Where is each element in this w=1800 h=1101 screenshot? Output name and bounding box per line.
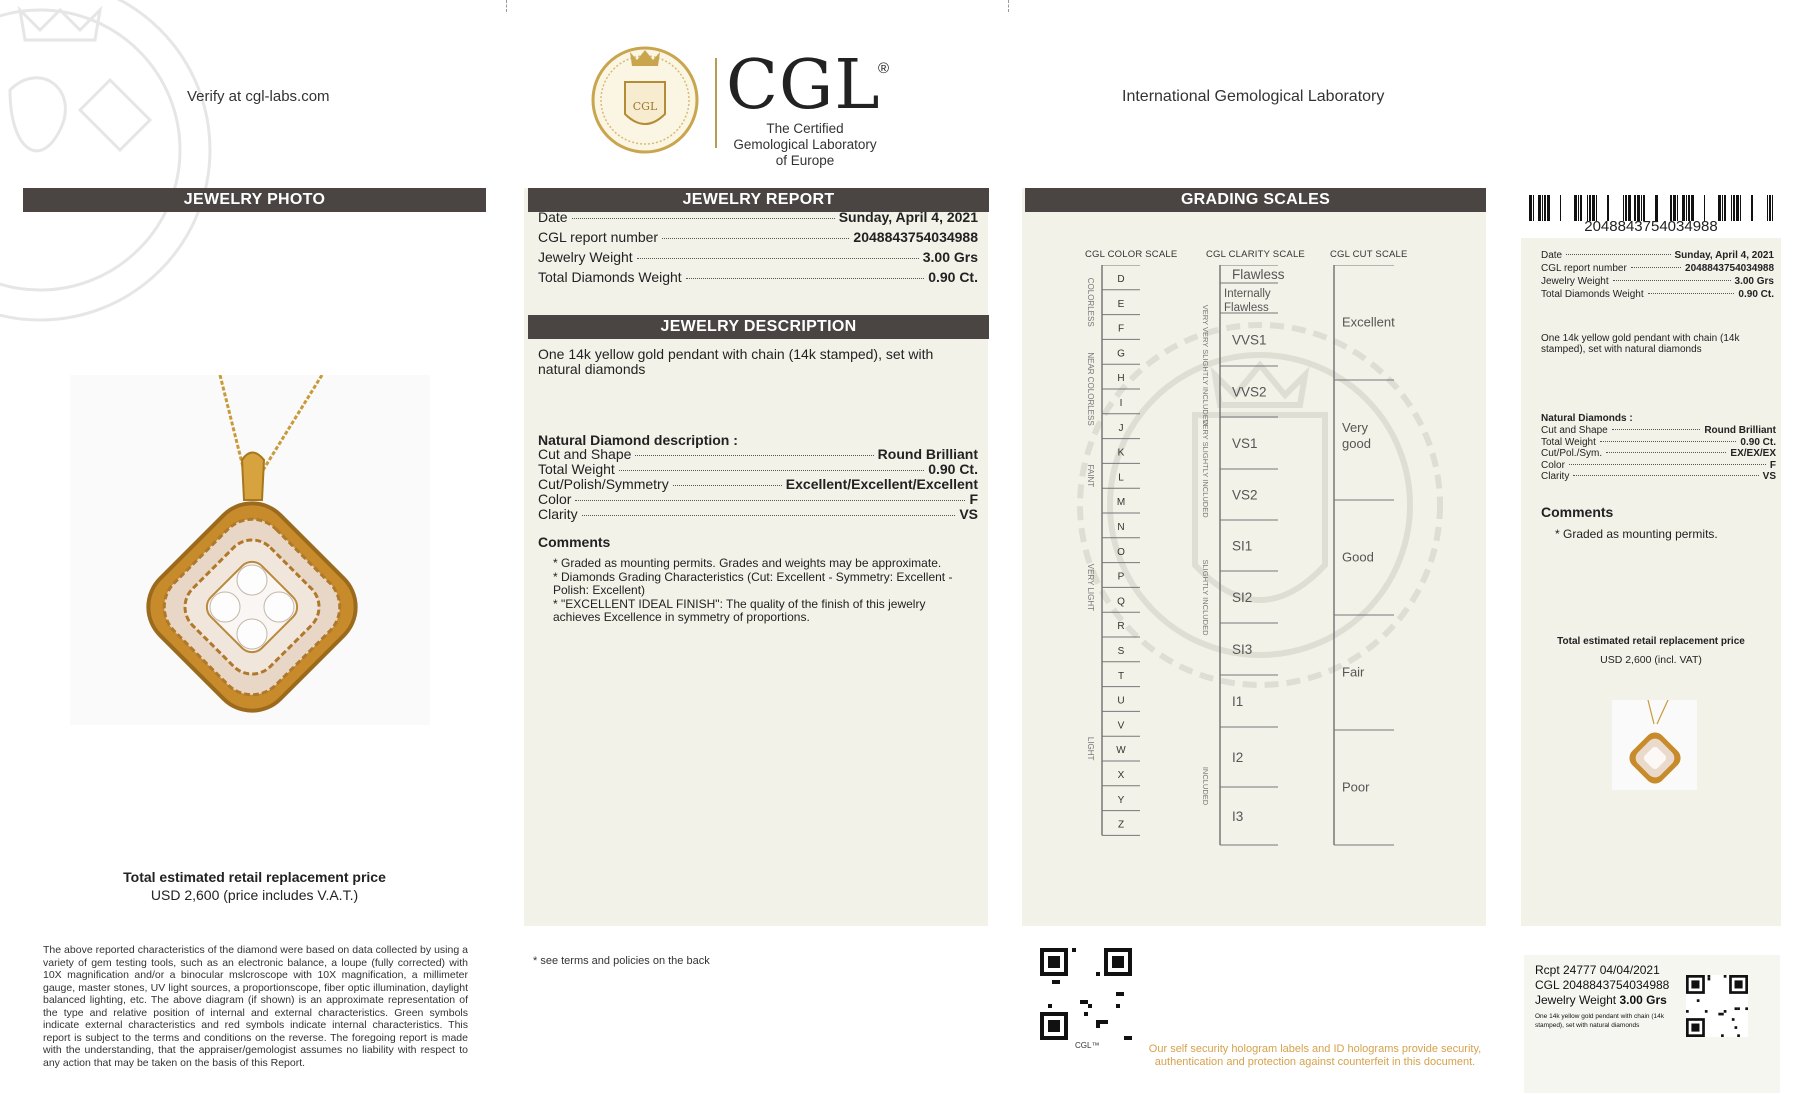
cut-guide-right	[1008, 0, 1009, 12]
pendant-photo	[70, 375, 430, 725]
color-grade-q: Q	[1117, 596, 1125, 608]
nd-label: Total Weight	[538, 461, 615, 477]
report-value: 0.90 Ct.	[928, 269, 978, 285]
card-nd-label: Cut/Pol./Sym.	[1541, 448, 1603, 459]
receipt-description: One 14k yellow gold pendant with chain (14k stamped), set with natural diamonds	[1535, 1013, 1664, 1029]
nd-value: 0.90 Ct.	[928, 461, 978, 477]
receipt-lines	[1535, 963, 1685, 1030]
cut-grade-very-good: Very	[1342, 420, 1369, 435]
qr-module	[1084, 1012, 1088, 1016]
color-group-label: FAINT	[1086, 464, 1095, 488]
logo-wordmark: CGL	[726, 46, 881, 125]
nd-value: F	[969, 491, 978, 507]
clarity-group-label: VERY VERY SLIGHTLY INCLUDED	[1201, 304, 1210, 426]
color-grade-u: U	[1117, 695, 1125, 707]
dot-leader	[1648, 293, 1735, 294]
color-grade-n: N	[1117, 522, 1125, 533]
card-nd-fields	[1541, 425, 1776, 483]
verify-link[interactable]: Verify at cgl-labs.com	[187, 88, 330, 105]
qr-module	[1096, 1020, 1100, 1024]
card-comments-title: Comments	[1541, 504, 1614, 520]
logo-registered-mark: ®	[878, 60, 890, 77]
card-row-date	[1541, 249, 1774, 262]
card-nd-label: Cut and Shape	[1541, 425, 1608, 436]
qr-module	[1084, 1000, 1088, 1004]
dot-leader	[1612, 429, 1701, 430]
color-grade-w: W	[1116, 745, 1126, 757]
barcode-number: 2048843754034988	[1584, 218, 1718, 235]
nd-value: Excellent/Excellent/Excellent	[785, 476, 978, 492]
clarity-grade-internally-flawless: Flawless	[1224, 302, 1269, 314]
card-comment: * Graded as mounting permits.	[1555, 527, 1718, 541]
card-value: 3.00 Grs	[1734, 276, 1774, 287]
receipt-qr-icon	[1686, 975, 1748, 1037]
color-grade-t: T	[1117, 670, 1125, 682]
clarity-grade-si2: SI2	[1232, 590, 1253, 605]
card-nd-label: Clarity	[1541, 471, 1570, 482]
clarity-grade-i2: I2	[1232, 750, 1244, 765]
qr-module	[1052, 980, 1056, 984]
nd-row-color	[538, 492, 978, 507]
dot-leader	[1631, 267, 1681, 268]
cut-grade-poor: Poor	[1342, 779, 1370, 795]
color-grade-r: R	[1117, 621, 1125, 633]
qr-module	[1735, 1007, 1738, 1010]
report-value: Sunday, April 4, 2021	[838, 209, 978, 225]
report-label: Date	[538, 209, 568, 225]
dot-leader	[635, 455, 873, 456]
color-grade-i: I	[1119, 398, 1123, 409]
color-grade-d: D	[1117, 274, 1125, 285]
card-price-label: Total estimated retail replacement price	[1557, 636, 1745, 647]
color-grade-g: G	[1117, 348, 1125, 360]
clarity-grade-vs1: VS1	[1232, 436, 1258, 451]
card-nd-value: Round Brilliant	[1704, 425, 1776, 436]
card-nd-value: F	[1769, 459, 1776, 471]
qr-module	[1124, 1036, 1128, 1040]
natural-diamond-title: Natural Diamond description :	[538, 432, 738, 448]
card-label: Jewelry Weight	[1541, 276, 1609, 287]
cut-guide-left	[506, 0, 507, 12]
jewelry-report-header: JEWELRY REPORT	[528, 188, 989, 212]
card-nd-label: Total Weight	[1541, 436, 1596, 448]
card-nd-row	[1541, 448, 1776, 460]
receipt-line: Rcpt 24777 04/04/2021	[1535, 963, 1660, 977]
clarity-group-label: INCLUDED	[1201, 766, 1210, 806]
qr-module	[1737, 1007, 1740, 1010]
disclaimer-text: The above reported characteristics of the diamond were based on data collected by using a variety of gem testing tools, such as an electronic balance, a loupe (fully corrected) with 10X magnification and/or a binocular mslcroscope with 10X magnification, a millimeter gauge, master stones, UV light sources, a proportionscope, fiber optic illumination, daylight balanced lighting, etc. The above diagram (if shown) is an approximate representation of the type and relative position of internal and external characteristics. Green symbols indicate external characteristics and red symbols indicate internal characteristics. This report is subject to the terms and conditions on the reverse. The foregoing report is made with the understanding, that the appraiser/gemologist assumes no liability with respect to any action that may be taken on the basis of this Report.	[43, 944, 468, 1069]
photo-price-label: Total estimated retail replacement price	[123, 869, 386, 885]
nd-label: Color	[538, 491, 572, 507]
qr-module	[1104, 1020, 1108, 1024]
dot-leader	[575, 500, 965, 501]
qr-module	[1708, 978, 1711, 981]
nd-label: Clarity	[538, 506, 578, 522]
comment-item: * Graded as mounting permits. Grades and weights may be approximate.	[553, 556, 942, 570]
dot-leader	[1566, 254, 1670, 255]
clarity-grade-si3: SI3	[1232, 642, 1253, 657]
report-row-weight	[538, 249, 978, 269]
color-grade-k: K	[1117, 447, 1125, 459]
receipt-line: CGL 2048843754034988	[1535, 978, 1670, 992]
qr-module	[1735, 1026, 1738, 1029]
qr-module	[1072, 948, 1076, 952]
qr-code-icon	[1040, 948, 1132, 1040]
nd-row-clarity	[538, 507, 978, 522]
color-grade-x: X	[1117, 770, 1125, 781]
qr-module	[1697, 999, 1700, 1002]
clarity-grade-vvs2: VVS2	[1232, 384, 1267, 400]
card-nd-title: Natural Diamonds :	[1541, 413, 1633, 424]
jewelry-photo-header: JEWELRY PHOTO	[23, 188, 486, 212]
card-nd-row	[1541, 471, 1776, 483]
qr-finder	[1691, 1024, 1699, 1032]
clarity-scale	[1185, 265, 1310, 857]
color-group-label: COLORLESS	[1086, 277, 1095, 327]
color-grade-y: Y	[1117, 794, 1125, 806]
color-grade-v: V	[1117, 720, 1125, 732]
natural-diamond-fields	[538, 447, 978, 522]
comment-item: * Diamonds Grading Characteristics (Cut: Excellent - Symmetry: Excellent - Polish: Excellent)	[553, 569, 953, 597]
qr-module	[1724, 1010, 1727, 1013]
report-row-diamond-weight	[538, 269, 978, 289]
card-nd-label: Color	[1541, 459, 1565, 471]
report-label: Total Diamonds Weight	[538, 269, 682, 285]
nd-label: Cut and Shape	[538, 446, 632, 462]
card-value: 2048843754034988	[1685, 263, 1774, 274]
card-nd-row	[1541, 437, 1776, 449]
color-grade-e: E	[1117, 298, 1125, 310]
logo-divider	[715, 58, 717, 148]
clarity-grade-si1: SI1	[1232, 538, 1253, 554]
qr-module	[1745, 1007, 1748, 1010]
card-row-diamond-weight	[1541, 288, 1774, 301]
nd-row-weight	[538, 462, 978, 477]
comments-title: Comments	[538, 534, 611, 550]
dot-leader	[1600, 441, 1737, 442]
card-fields	[1541, 249, 1774, 301]
card-nd-row	[1541, 460, 1776, 472]
qr-module	[1724, 975, 1727, 978]
lab-name: International Gemological Laboratory	[1122, 88, 1385, 105]
dot-leader	[662, 238, 849, 239]
qr-module	[1096, 972, 1100, 976]
color-grade-o: O	[1117, 546, 1125, 558]
color-grade-h: H	[1117, 373, 1125, 385]
qr-finder	[1735, 980, 1743, 988]
qr-module	[1096, 1024, 1100, 1028]
clarity-grade-flawless: Flawless	[1232, 267, 1285, 282]
qr-finder	[1112, 956, 1124, 968]
cut-grade-good: Good	[1342, 549, 1374, 565]
qr-module	[1721, 1013, 1724, 1016]
receipt-line	[1535, 993, 1685, 1008]
qr-module	[1100, 1020, 1104, 1024]
report-value: 3.00 Grs	[922, 249, 978, 265]
cgl-seal-icon	[590, 42, 700, 154]
qr-module	[1708, 975, 1711, 978]
receipt-weight-value: 3.00 Grs	[1619, 993, 1667, 1007]
cut-scale	[1330, 265, 1405, 857]
qr-module	[1686, 1010, 1689, 1013]
dot-leader	[572, 218, 835, 219]
cut-scale-label: CGL CUT SCALE	[1330, 249, 1408, 260]
card-price-value: USD 2,600 (incl. VAT)	[1600, 654, 1702, 666]
report-row-number	[538, 229, 978, 249]
nd-value: VS	[959, 506, 978, 522]
qr-module	[1737, 1034, 1740, 1037]
report-row-date	[538, 209, 978, 229]
color-grade-l: L	[1118, 472, 1124, 484]
color-grade-m: M	[1116, 497, 1126, 509]
logo-subtitle: The Certified Gemological Laboratory of Europe	[733, 121, 877, 168]
qr-module	[1721, 1034, 1724, 1037]
qr-module	[1718, 1013, 1721, 1016]
card-nd-value: EX/EX/EX	[1730, 448, 1776, 459]
qr-module	[1116, 992, 1120, 996]
clarity-grade-vs2: VS2	[1232, 487, 1258, 503]
color-group-label: VERY LIGHT	[1086, 563, 1095, 612]
color-scale-label: CGL COLOR SCALE	[1085, 249, 1178, 260]
card-label: Date	[1541, 250, 1563, 261]
receipt-weight-label: Jewelry Weight	[1535, 993, 1617, 1007]
qr-finder	[1048, 956, 1060, 968]
color-grade-z: Z	[1117, 819, 1125, 831]
qr-module	[1116, 1004, 1120, 1008]
dot-leader	[637, 258, 919, 259]
qr-module	[1056, 980, 1060, 984]
color-group-label: LIGHT	[1086, 736, 1095, 761]
nd-row-cut	[538, 447, 978, 462]
comments-list	[553, 557, 973, 625]
color-grade-s: S	[1117, 646, 1125, 657]
clarity-scale-label: CGL CLARITY SCALE	[1206, 249, 1305, 260]
card-row-number	[1541, 262, 1774, 275]
qr-module	[1048, 1004, 1052, 1008]
dot-leader	[619, 470, 924, 471]
nd-row-cps	[538, 477, 978, 492]
card-nd-value: 0.90 Ct.	[1740, 436, 1776, 448]
card-value: 0.90 Ct.	[1738, 289, 1774, 300]
jewelry-description-header: JEWELRY DESCRIPTION	[528, 315, 989, 339]
photo-price-value: USD 2,600 (price includes V.A.T.)	[150, 887, 359, 903]
clarity-grade-vvs1: VVS1	[1232, 332, 1267, 348]
comment-item: * "EXCELLENT IDEAL FINISH": The quality of the finish of this jewelry achieves Excellence in symmetry of proportions.	[553, 596, 926, 624]
dot-leader	[1573, 475, 1758, 476]
terms-note: * see terms and policies on the back	[533, 955, 710, 967]
cut-grade-fair: Fair	[1342, 664, 1365, 680]
qr-module	[1088, 1004, 1092, 1008]
qr-caption: CGL™	[1075, 1041, 1100, 1050]
clarity-grade-i3: I3	[1232, 809, 1244, 824]
card-nd-row	[1541, 425, 1776, 437]
nd-label: Cut/Polish/Symmetry	[538, 476, 669, 492]
cut-grade-excellent: Excellent	[1342, 314, 1395, 330]
dot-leader	[1569, 464, 1766, 465]
qr-module	[1120, 992, 1124, 996]
qr-finder	[1048, 1020, 1060, 1032]
nd-value: Round Brilliant	[877, 446, 978, 462]
cut-grade-very-good: good	[1342, 436, 1371, 451]
report-label: CGL report number	[538, 229, 659, 245]
dot-leader	[673, 485, 782, 486]
qr-module	[1128, 1036, 1132, 1040]
svg-text:CGL: CGL	[632, 100, 658, 113]
report-value: 2048843754034988	[853, 229, 978, 245]
dot-leader	[1606, 452, 1726, 453]
card-nd-value: VS	[1762, 471, 1776, 482]
dot-leader	[1613, 280, 1731, 281]
security-note: Our self security hologram labels and ID holograms provide security, authentication and protection against counterfeit in this document.	[1148, 1043, 1482, 1068]
color-grade-f: F	[1117, 323, 1125, 335]
card-label: CGL report number	[1541, 263, 1627, 274]
card-value: Sunday, April 4, 2021	[1674, 250, 1774, 261]
grading-scales-header: GRADING SCALES	[1025, 188, 1486, 212]
card-row-weight	[1541, 275, 1774, 288]
clarity-group-label: SLIGHTLY INCLUDED	[1201, 559, 1210, 636]
qr-module	[1080, 1000, 1084, 1004]
qr-module	[1732, 1018, 1735, 1021]
card-label: Total Diamonds Weight	[1541, 289, 1644, 300]
dot-leader	[582, 515, 956, 516]
color-grade-p: P	[1117, 571, 1125, 583]
card-description: One 14k yellow gold pendant with chain (14k stamped), set with natural diamonds	[1541, 333, 1740, 355]
qr-module	[1705, 1010, 1708, 1013]
clarity-group-label: VERY SLIGHTLY INCLUDED	[1201, 419, 1210, 518]
clarity-grade-i1: I1	[1232, 694, 1244, 709]
color-scale	[1080, 265, 1170, 857]
description-text: One 14k yellow gold pendant with chain (14k stamped), set with natural diamonds	[538, 346, 934, 377]
clarity-grade-internally-flawless: Internally	[1224, 288, 1271, 300]
card-pendant-thumbnail	[1612, 700, 1697, 790]
qr-finder	[1691, 980, 1699, 988]
report-fields	[538, 209, 978, 289]
dot-leader	[686, 278, 924, 279]
report-label: Jewelry Weight	[538, 249, 633, 265]
color-grade-j: J	[1118, 422, 1124, 434]
color-group-label: NEAR COLORLESS	[1086, 352, 1095, 426]
